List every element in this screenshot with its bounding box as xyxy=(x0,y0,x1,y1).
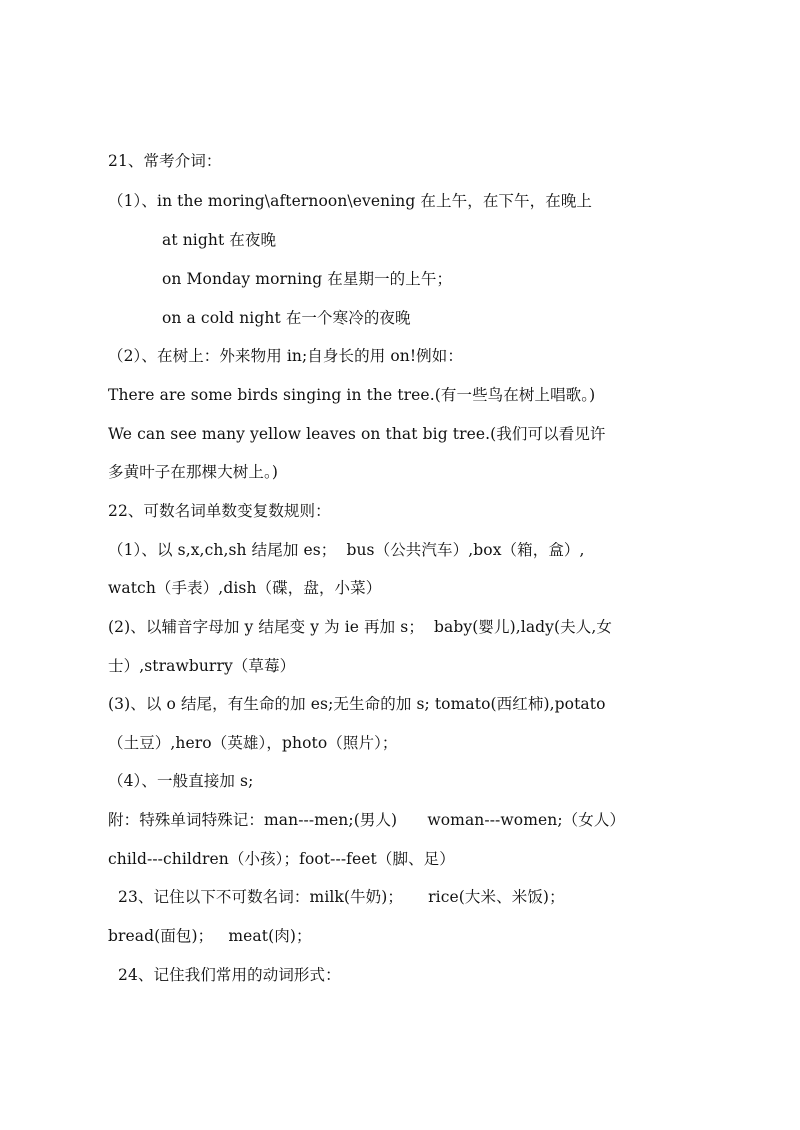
heading-22: 22、可数名词单数变复数规则： xyxy=(108,502,331,520)
text-line: 士）,strawburry（草莓） xyxy=(108,657,296,675)
heading-21: 21、常考介词： xyxy=(108,152,222,170)
text-line: bread(面包)； meat(肉)； xyxy=(108,927,312,945)
text-line: on a cold night 在一个寒冷的夜晚 xyxy=(162,309,411,327)
text-line: There are some birds singing in the tree.(有一些鸟在树上唱歌。) xyxy=(108,386,596,404)
text-line: We can see many yellow leaves on that big tree.(我们可以看见许 xyxy=(108,425,606,443)
text-line: on Monday morning 在星期一的上午； xyxy=(162,270,453,288)
text-line: （2）、在树上：外来物用 in;自身长的用 on!例如： xyxy=(108,347,463,365)
text-line: (2)、以辅音字母加 y 结尾变 y 为 ie 再加 s； baby(婴儿),lady(夫人,女 xyxy=(108,618,613,636)
heading-24: 24、记住我们常用的动词形式： xyxy=(118,966,341,984)
text-line: （土豆）,hero（英雄），photo（照片）； xyxy=(108,734,398,752)
text-line: child---children（小孩）；foot---feet（脚、足） xyxy=(108,850,455,868)
text-line: （1）、in the moring\afternoon\evening 在上午，在下午，在晚上 xyxy=(108,192,593,210)
text-line: （1）、以 s,x,ch,sh 结尾加 es； bus（公共汽车）,box（箱，盒）, xyxy=(108,541,585,559)
heading-23: 23、记住以下不可数名词：milk(牛奶)； rice(大米、米饭)； xyxy=(118,888,565,906)
text-line: (3)、以 o 结尾，有生命的加 es;无生命的加 s; tomato(西红柿),potato xyxy=(108,695,606,713)
text-line: watch（手表）,dish（碟，盘，小菜） xyxy=(108,579,382,597)
text-line: 附：特殊单词特殊记：man---men;(男人) woman---women;（女人） xyxy=(108,811,626,829)
text-line: at night 在夜晚 xyxy=(162,231,277,249)
text-line: 多黄叶子在那棵大树上。) xyxy=(108,463,278,481)
text-line: （4）、一般直接加 s; xyxy=(108,772,254,790)
